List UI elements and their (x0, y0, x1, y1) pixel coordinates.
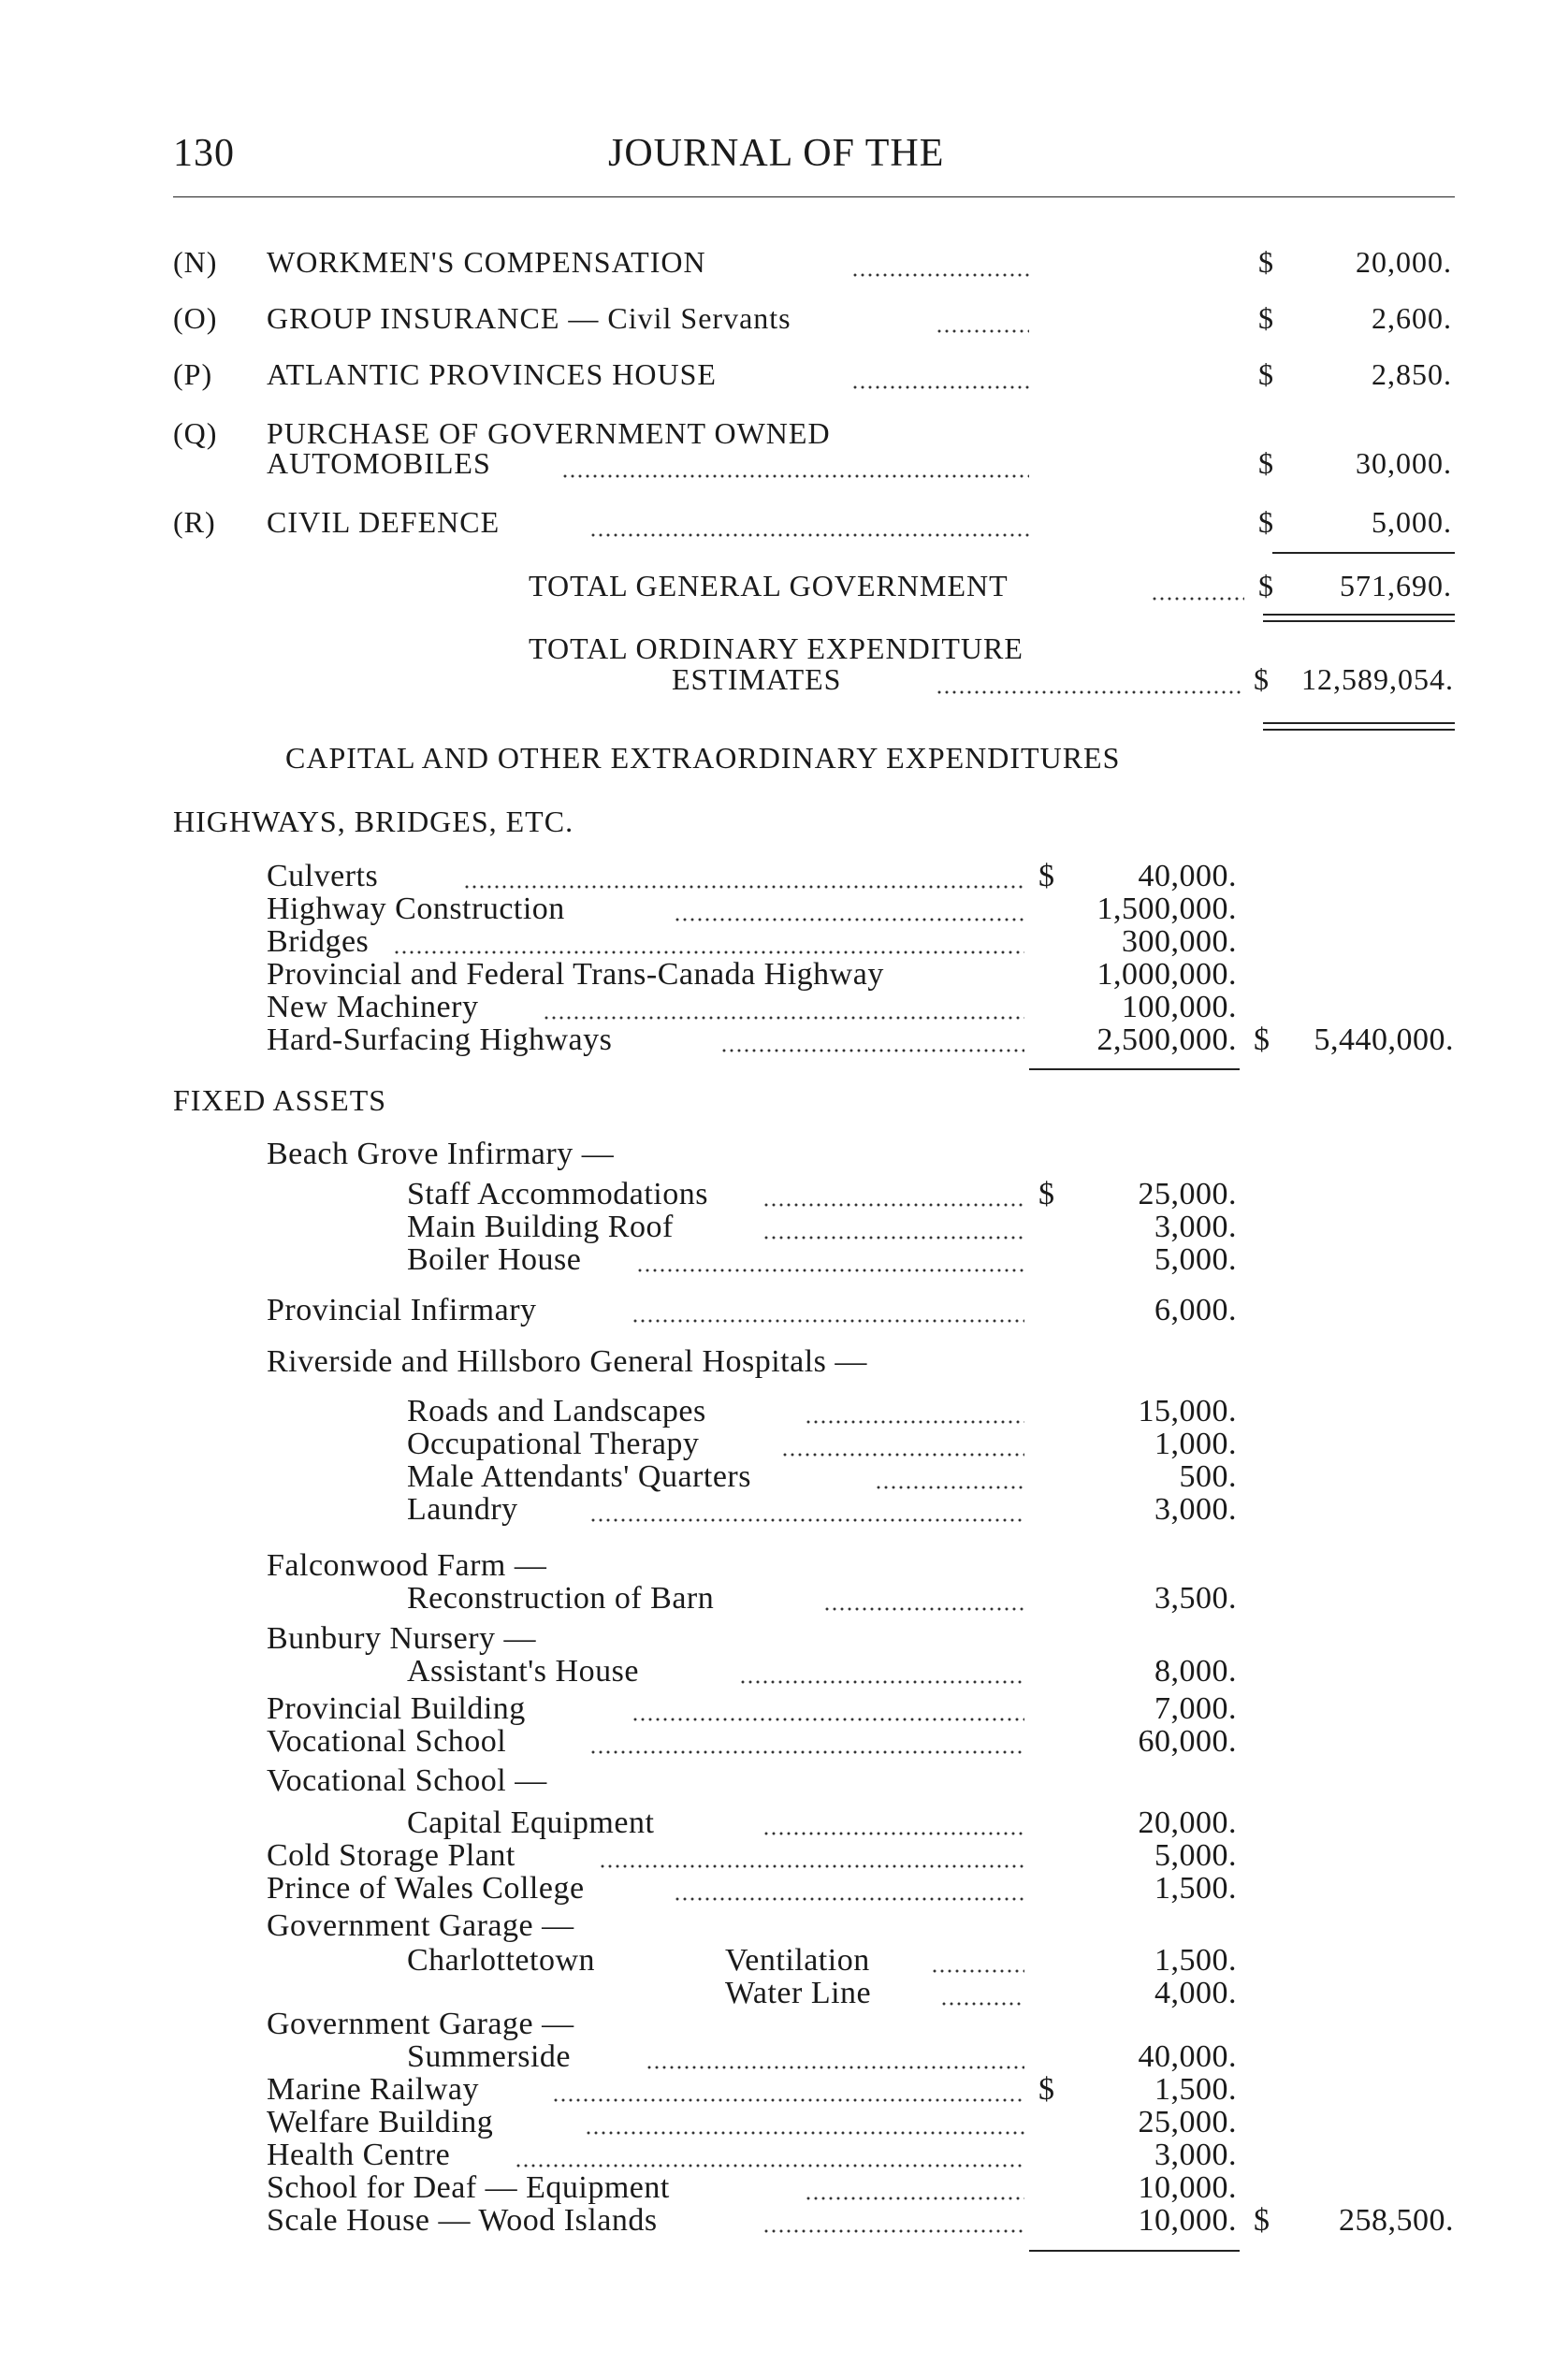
list-item: Scale House — Wood Islands (267, 2203, 658, 2238)
total-ordinary-line1: TOTAL ORDINARY EXPENDITURE (529, 631, 1024, 665)
list-item-amount: 500. (1179, 1459, 1237, 1494)
item-label: WORKMEN'S COMPENSATION (267, 245, 706, 279)
list-item: Male Attendants' Quarters (407, 1459, 751, 1494)
dollar-sign: $ (1038, 1177, 1055, 1211)
list-item-amount: 8,000. (1154, 1654, 1237, 1689)
list-item-amount: 4,000. (1154, 1976, 1237, 2010)
dollar-sign: $ (1258, 357, 1274, 391)
item-letter: (P) (173, 357, 213, 391)
list-item-amount: 5,000. (1154, 1838, 1237, 1873)
leader-dots (781, 1453, 1024, 1457)
leader-dots (632, 1319, 1024, 1323)
leader-dots (762, 1236, 1024, 1240)
list-item-amount: 5,000. (1154, 1242, 1237, 1277)
fixed-assets-heading: FIXED ASSETS (173, 1083, 387, 1117)
leader-dots (805, 1420, 1024, 1424)
dollar-sign: $ (1038, 859, 1055, 893)
page-title: JOURNAL OF THE (608, 132, 945, 175)
list-item-amount: 25,000. (1138, 2105, 1237, 2139)
group-heading: Riverside and Hillsboro General Hospitals — (267, 1344, 867, 1379)
dollar-sign: $ (1258, 569, 1274, 602)
leader-dots (940, 2002, 1024, 2006)
list-item: Water Line (725, 1976, 872, 2010)
dollar-sign: $ (1254, 1022, 1270, 1057)
dollar-sign: $ (1254, 2203, 1270, 2238)
list-item: Staff Accommodations (407, 1177, 708, 1211)
list-item: Culverts (267, 859, 379, 893)
list-item: Bridges (267, 924, 370, 959)
list-item: Occupational Therapy (407, 1427, 700, 1461)
item-amount: 5,000. (1372, 505, 1452, 539)
list-item-amount: 10,000. (1138, 2203, 1237, 2238)
leader-dots (585, 2131, 1024, 2135)
leader-dots (931, 1969, 1024, 1973)
leader-dots (1151, 597, 1244, 601)
leader-dots (739, 1680, 1024, 1684)
subtotal-rule (1029, 1068, 1240, 1070)
item-label: AUTOMOBILES (267, 446, 491, 480)
total-double-rule (1263, 614, 1455, 622)
list-item: Assistant's House (407, 1654, 639, 1689)
leader-dots (720, 1049, 1024, 1052)
list-item-amount: 6,000. (1154, 1293, 1237, 1327)
list-item: Laundry (407, 1492, 518, 1527)
item-letter: (Q) (173, 416, 218, 450)
dollar-sign: $ (1258, 301, 1274, 335)
leader-dots (875, 1486, 1024, 1489)
list-item: Capital Equipment (407, 1805, 655, 1840)
list-item-amount: 300,000. (1122, 924, 1237, 959)
leader-dots (674, 918, 1024, 921)
leader-dots (936, 690, 1244, 694)
list-item-amount: 3,000. (1154, 1210, 1237, 1244)
leader-dots (674, 1897, 1024, 1901)
total-ordinary-line2: ESTIMATES (672, 662, 842, 696)
leader-dots (515, 2164, 1024, 2168)
group-heading: Vocational School — (267, 1763, 547, 1798)
leader-dots (936, 329, 1029, 333)
total-general-amount: 571,690. (1340, 569, 1452, 602)
list-item-amount: 1,500. (1154, 1943, 1237, 1978)
dollar-sign: $ (1258, 505, 1274, 539)
item-label: GROUP INSURANCE — Civil Servants (267, 301, 791, 335)
list-item-amount: 1,000. (1154, 1427, 1237, 1461)
group-heading: Beach Grove Infirmary — (267, 1137, 615, 1171)
list-item: Provincial and Federal Trans-Canada Highway (267, 957, 884, 992)
list-item-amount: 1,500. (1154, 2072, 1237, 2107)
list-item: Summerside (407, 2039, 571, 2074)
item-amount: 30,000. (1356, 446, 1452, 480)
list-item: Reconstruction of Barn (407, 1581, 715, 1616)
capital-title: CAPITAL AND OTHER EXTRAORDINARY EXPENDITURES (285, 741, 1121, 775)
list-item-amount: 15,000. (1138, 1394, 1237, 1428)
leader-dots (851, 385, 1029, 389)
group-heading: Bunbury Nursery — (267, 1621, 537, 1656)
highways-total: 5,440,000. (1314, 1022, 1454, 1057)
list-item: Provincial Building (267, 1691, 526, 1726)
leader-dots (599, 1864, 1024, 1868)
list-item-amount: 20,000. (1138, 1805, 1237, 1840)
list-item: Charlottetown (407, 1943, 596, 1978)
list-item-amount: 40,000. (1138, 859, 1237, 893)
list-item: Highway Construction (267, 892, 565, 926)
list-item-amount: 60,000. (1138, 1724, 1237, 1759)
leader-dots (589, 1750, 1024, 1754)
list-item: Roads and Landscapes (407, 1394, 706, 1428)
list-item-amount: 40,000. (1138, 2039, 1237, 2074)
item-letter: (R) (173, 505, 216, 539)
list-item: Provincial Infirmary (267, 1293, 537, 1327)
item-amount: 2,600. (1372, 301, 1452, 335)
list-item-amount: 3,500. (1154, 1581, 1237, 1616)
item-label-line1: PURCHASE OF GOVERNMENT OWNED (267, 416, 831, 450)
list-item-amount: 100,000. (1122, 990, 1237, 1024)
leader-dots (463, 885, 1024, 889)
header-rule (173, 196, 1455, 197)
item-letter: (N) (173, 245, 218, 279)
list-item: Vocational School (267, 1724, 507, 1759)
dollar-sign: $ (1254, 662, 1270, 696)
leader-dots (636, 1269, 1024, 1272)
list-item-amount: 1,500. (1154, 1871, 1237, 1906)
group-heading: Government Garage — (267, 2007, 574, 2041)
leader-dots (805, 2197, 1024, 2200)
dollar-sign: $ (1258, 245, 1274, 279)
list-item: Welfare Building (267, 2105, 494, 2139)
list-item: School for Deaf — Equipment (267, 2170, 670, 2205)
list-item-amount: 3,000. (1154, 2138, 1237, 2172)
list-item-amount: 7,000. (1154, 1691, 1237, 1726)
list-item: Prince of Wales College (267, 1871, 585, 1906)
list-item: Health Centre (267, 2138, 451, 2172)
list-item: New Machinery (267, 990, 479, 1024)
item-amount: 2,850. (1372, 357, 1452, 391)
page-number: 130 (173, 132, 235, 175)
subtotal-rule (1272, 552, 1455, 554)
leader-dots (589, 533, 1029, 537)
list-item: Marine Railway (267, 2072, 479, 2107)
leader-dots (393, 950, 1024, 954)
fixed-assets-total: 258,500. (1339, 2203, 1454, 2238)
leader-dots (823, 1607, 1024, 1611)
list-item-amount: 3,000. (1154, 1492, 1237, 1527)
list-item: Boiler House (407, 1242, 582, 1277)
group-heading: Falconwood Farm — (267, 1548, 547, 1583)
list-item: Ventilation (725, 1943, 870, 1978)
dollar-sign: $ (1258, 446, 1274, 480)
leader-dots (632, 1718, 1024, 1721)
leader-dots (589, 1518, 1024, 1522)
subtotal-rule (1029, 2250, 1240, 2252)
item-label: ATLANTIC PROVINCES HOUSE (267, 357, 717, 391)
total-ordinary-amount: 12,589,054. (1301, 662, 1454, 696)
group-heading: Government Garage — (267, 1908, 574, 1943)
total-general-label: TOTAL GENERAL GOVERNMENT (529, 569, 1009, 602)
list-item: Hard-Surfacing Highways (267, 1022, 613, 1057)
leader-dots (646, 2066, 1024, 2069)
list-item: Main Building Roof (407, 1210, 674, 1244)
list-item-amount: 1,000,000. (1096, 957, 1237, 992)
leader-dots (552, 2098, 1024, 2102)
leader-dots (543, 1016, 1024, 1020)
leader-dots (851, 273, 1029, 277)
leader-dots (762, 1203, 1024, 1207)
leader-dots (762, 2229, 1024, 2233)
total-double-rule (1263, 722, 1455, 731)
item-letter: (O) (173, 301, 218, 335)
dollar-sign: $ (1038, 2072, 1055, 2107)
list-item: Cold Storage Plant (267, 1838, 515, 1873)
list-item-amount: 2,500,000. (1096, 1022, 1237, 1057)
leader-dots (762, 1832, 1024, 1835)
list-item-amount: 25,000. (1138, 1177, 1237, 1211)
item-amount: 20,000. (1356, 245, 1452, 279)
item-label: CIVIL DEFENCE (267, 505, 501, 539)
list-item-amount: 1,500,000. (1096, 892, 1237, 926)
list-item-amount: 10,000. (1138, 2170, 1237, 2205)
leader-dots (561, 474, 1029, 478)
highways-heading: HIGHWAYS, BRIDGES, ETC. (173, 805, 574, 838)
